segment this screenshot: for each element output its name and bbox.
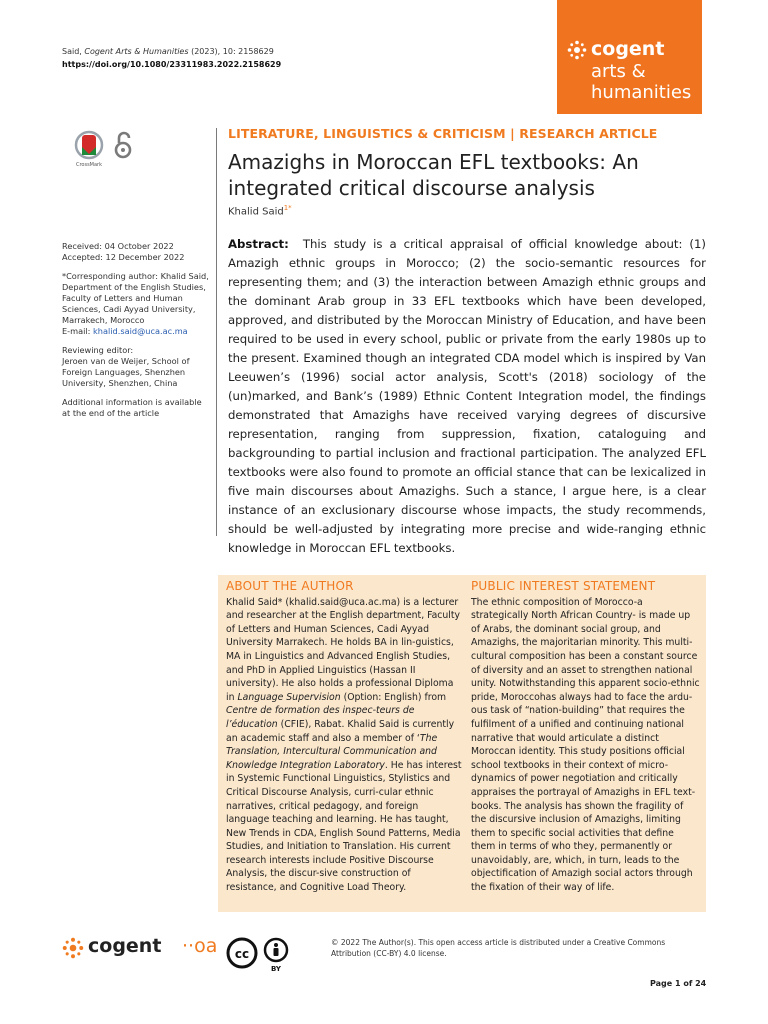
citation: [62, 45, 281, 71]
oa-logo-word-oa: ··oa: [182, 935, 218, 957]
author-affiliation-mark: 1*: [283, 204, 292, 212]
received-date: Received: 04 October 2022: [62, 241, 174, 251]
accepted-date: Accepted: 12 December 2022: [62, 252, 185, 262]
about-author-text: Khalid Said* (khalid.said@uca.ac.ma) is a lecturer and researcher at the English department, Faculty of Letters and Human Sciences, Cadi Ayyad University Marrakech. He holds BA in lin-guistics, MA in Linguistics and Advanced English Studies, and PhD in Applied Linguistics (Hassan II university). He also holds a professional Diploma in Language Supervision (Option: English) from Centre de formation des inspec-teurs de l’éducation (CFIE), Rabat. Khalid Said is currently an academic staff and also a member of ‘The Translation, Intercultural Communication and Knowledge Integration Laboratory. He has interest in Systemic Functional Linguistics, Stylistics and Critical Discourse Analysis, curri-cular ethnic narratives, critical pedagogy, and foreign language teaching and learning. He has taught, New Trends in CDA, English Sound Patterns, Media Studies, and Initiation to Translation. His current research interests include Positive Discourse Analysis, the discur-sive construction of resistance, and Cognitive Load Theory.: [226, 596, 462, 894]
email-link[interactable]: khalid.said@uca.ac.ma: [93, 326, 188, 336]
citation-line: Said, Cogent Arts & Humanities (2023), 10: 2158629: [62, 47, 274, 56]
public-interest: [471, 580, 700, 895]
cc-license-icons[interactable]: [226, 937, 294, 973]
column-divider: [216, 128, 217, 536]
svg-text:cc: cc: [234, 947, 250, 961]
doi-link[interactable]: https://doi.org/10.1080/23311983.2022.2158629: [62, 60, 282, 69]
page-number: Page 1 of 24: [650, 979, 707, 988]
journal-brand-logo: [557, 0, 702, 114]
abstract-text: This study is a critical appraisal of official knowledge about: (1) Amazigh ethnic groups in Morocco; (2) the socio-semantic resources for representing them; and (3) the interaction between Amazigh ethnic groups and the dominant Arab group in 33 EFL textbooks which have been developed, approved, and distributed by the Moroccan Ministry of Education, and have been required to be used in every school, public or private from the early 1980s up to the present. Examined though an integrated CDA model which is inspired by Van Leeuwen’s (1996) social actor analysis, Scott's (2018) sociology of the (un)marked, and Bank’s (1989) Ethnic Content Integration model, the findings demonstrated that Amazighs have received varying degrees of discursive representation, ranging from suppression, fixation, cataloguing and backgrounding to partial inclusion and fractional participation. The analyzed EFL textbooks were also found to promote an official stance that can be lexicalized in five main discourses about Amazighs. Such a stance, I argue here, is a clear instance of an exclusionary discourse whose impacts, the study recommends, should be well-adjusted by integrating more precise and wide-ranging ethnic knowledge in Moroccan EFL textbooks.: [228, 237, 706, 555]
crossmark-label: CrossMark: [75, 162, 103, 168]
journal-name: Cogent Arts & Humanities: [84, 47, 189, 56]
reviewing-editor: Reviewing editor: Jeroen van de Weijer, School of Foreign Languages, Shenzhen University, Shenzhen, China: [62, 345, 190, 388]
article-sidebar: [62, 241, 212, 427]
additional-info: Additional information is available at the end of the article: [62, 397, 202, 418]
article-title: Amazighs in Moroccan EFL textbooks: An integrated critical discourse analysis: [228, 150, 639, 200]
abstract: [228, 235, 706, 558]
license-text: © 2022 The Author(s). This open access article is distributed under a Creative Commons Attribution (CC-BY) 4.0 license.: [331, 938, 666, 958]
author-info-panel: [218, 575, 706, 912]
public-interest-heading: PUBLIC INTEREST STATEMENT: [471, 579, 656, 593]
cogent-star-icon: [62, 937, 84, 959]
author-line: [228, 204, 292, 217]
cc-by-label: BY: [270, 965, 282, 973]
corresponding-author: *Corresponding author: Khalid Said, Department of the English Studies, Faculty of Letters and Human Sciences, Cadi Ayyad University, Marrakech, Morocco E-mail: khalid.said@uca.ac.ma: [62, 271, 209, 336]
cc-by-icon: [265, 939, 287, 973]
abstract-label: Abstract:: [228, 237, 289, 251]
about-author-heading: ABOUT THE AUTHOR: [226, 579, 354, 593]
public-interest-text: The ethnic composition of Morocco-a strategically North African Country- is made up of Arabs, the dominant social group, and Amazighs, the majoritarian minority. This multi-cultural composition has been a constant source of diversity and an asset to strengthen national unity. Notwithstanding this apparent socio-ethnic pride, Moroccohas always had to face the ardu-ous task of “nation-building” that requires the fulfilment of a unified and continuing national narrative that would articulate a distinct Moroccan identity. This study positions official school textbooks in their context of micro-dynamics of power negotiation and critically appraises the portrayal of Amazighs in EFL text-books. The analysis has shown the fragility of the discursive inclusion of Amazighs, limiting them to specific social activities that define them in terms of who they, permanently or unavoidably, are, which, in turn, leads to the objectification of Amazigh social actors through the fixation of their way of life.: [471, 596, 700, 894]
brand-word-cogent: cogent: [591, 38, 665, 60]
open-access-icon: [113, 130, 133, 160]
article-section-label: LITERATURE, LINGUISTICS & CRITICISM | RESEARCH ARTICLE: [228, 126, 658, 141]
cc-icon: [228, 939, 256, 967]
crossmark-icon[interactable]: [72, 130, 106, 164]
cogent-star-icon: [567, 40, 587, 60]
about-author: [226, 580, 462, 895]
brand-word-arts: arts &: [591, 61, 646, 82]
author-name: Khalid Said: [228, 206, 284, 218]
brand-word-humanities: humanities: [591, 82, 692, 103]
dates: [62, 241, 212, 263]
oa-logo-word-cogent: cogent: [88, 935, 162, 957]
